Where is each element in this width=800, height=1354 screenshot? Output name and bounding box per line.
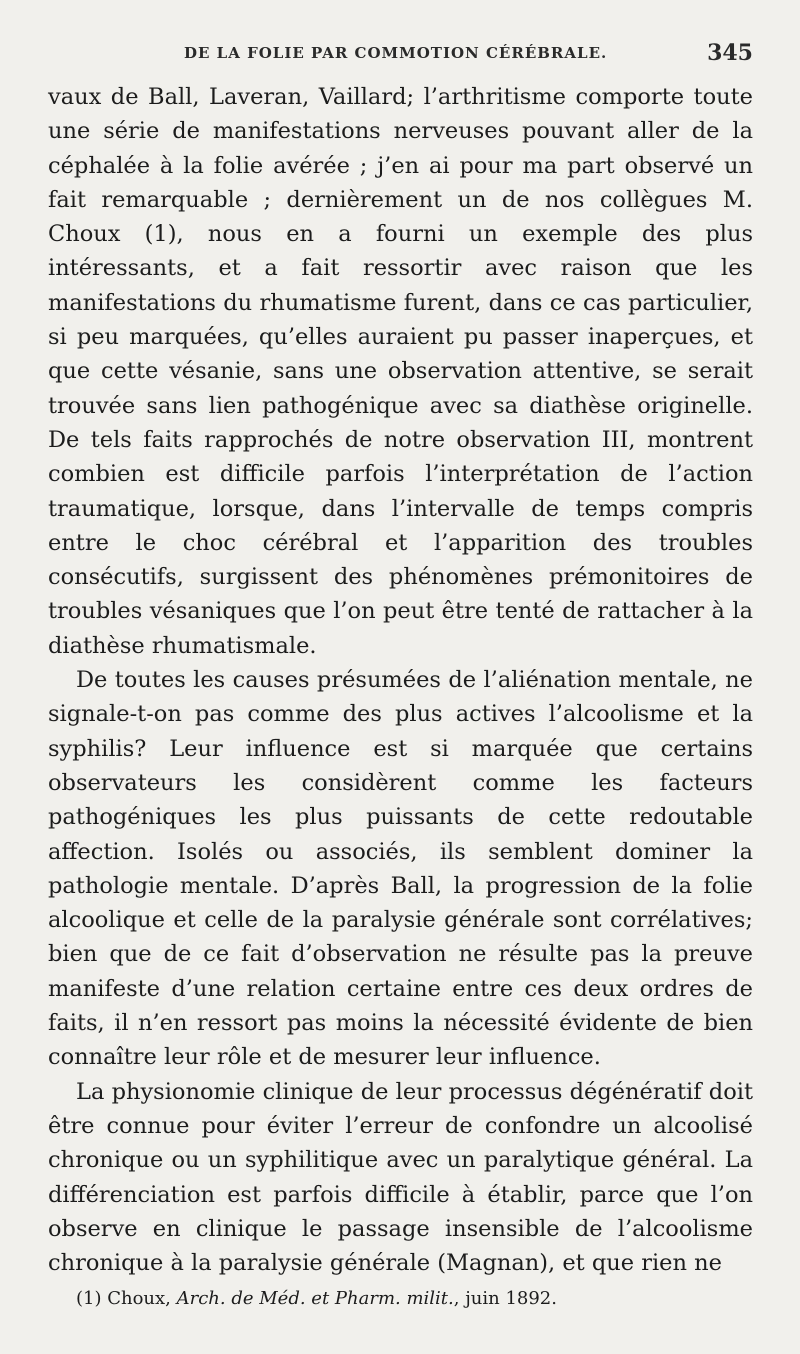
footnote-author: (1) Choux, — [76, 1288, 171, 1309]
footnote-journal: Arch. de Méd. et Pharm. milit. — [176, 1288, 454, 1309]
body-text — [48, 80, 753, 1280]
page-number: 345 — [707, 40, 753, 66]
paragraph-causes: De toutes les causes présumées de l’aliénation mentale, ne signale-t-on pas comme des plus actives l’alcoolisme et la syphilis? Leur influence est si marquée que certains observateurs les considèrent comme les facteurs pathogéniques les plus puissants de cette redoutable affection. Isolés ou associés, ils semblent dominer la pathologie mentale. D’après Ball, la progression de la folie alcoolique et celle de la paralysie générale sont corrélatives; bien que de ce fait d’observation ne résulte pas la preuve manifeste d’une relation certaine entre ces deux ordres de faits, il n’en ressort pas moins la nécessité évidente de bien connaître leur rôle et de mesurer leur influence. — [48, 667, 753, 1071]
paragraph-continued: vaux de Ball, Laveran, Vaillard; l’arthritisme comporte toute une série de manifestations nerveuses pouvant aller de la céphalée à la folie avérée ; j’en ai pour ma part observé un fait remarquable ; dernièrement un de nos collègues M. Choux (1), nous en a fourni un exemple des plus intéressants, et a fait ressortir avec raison que les manifestations du rhumatisme furent, dans ce cas particulier, si peu marquées, qu’elles auraient pu passer inaperçues, et que cette vésanie, sans une observation attentive, se serait trouvée sans lien pathogénique avec sa diathèse originelle. De tels faits rapprochés de notre observation III, montrent combien est difficile parfois l’interprétation de l’action traumatique, lorsque, dans l’intervalle de temps compris entre le choc cérébral et l’apparition des troubles consécutifs, surgissent des phénomènes prémonitoires de troubles vésaniques que l’on peut être tenté de rattacher à la diathèse rhumatismale. — [48, 84, 753, 659]
footnote-date: , juin 1892. — [453, 1288, 557, 1309]
footnote — [76, 1288, 557, 1309]
running-head — [48, 32, 753, 76]
paragraph-physionomie: La physionomie clinique de leur processus dégénératif doit être connue pour éviter l’erreur de confondre un alcoolisé chronique ou un syphilitique avec un paralytique général. La différenciation est parfois difficile à établir, parce que l’on observe en clinique le passage insensible de l’alcoolisme chronique à la paralysie générale (Magnan), et que rien ne — [48, 1078, 753, 1277]
running-title: DE LA FOLIE PAR COMMOTION CÉRÉBRALE. — [184, 44, 608, 62]
